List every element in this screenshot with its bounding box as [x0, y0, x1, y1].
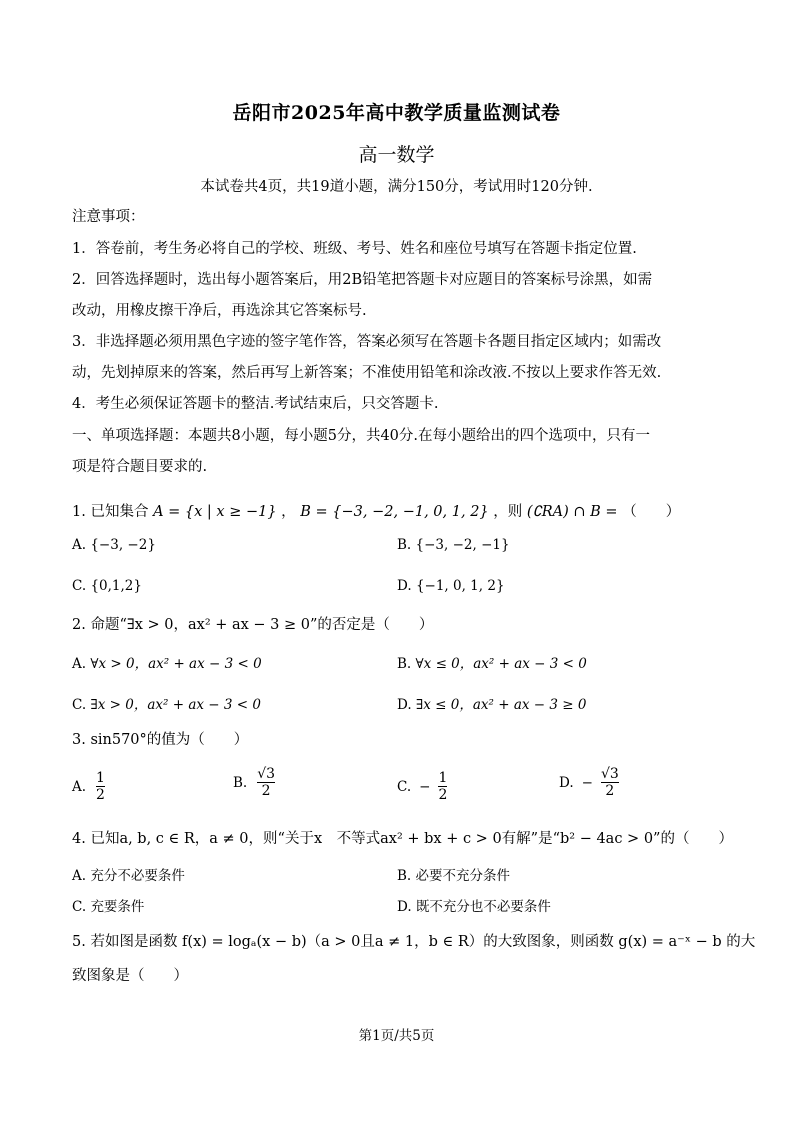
q1-then: ，则 [493, 504, 523, 520]
option-label: A. [72, 868, 87, 884]
minus-sign: − [581, 774, 593, 791]
q2-option-b [397, 652, 587, 672]
option-label: C. [72, 899, 87, 915]
denominator: 2 [438, 787, 448, 803]
note-line-4: 3．非选择题必须用黑色字迹的签字笔作答，答案必须写在答题卡各题目指定区域内；如需改 [72, 334, 662, 350]
q2-option-d [397, 693, 586, 713]
option-text: ∀x ≤ 0，ax² + ax − 3 < 0 [415, 656, 587, 672]
note-line-6: 4．考生必须保证答题卡的整洁.考试结束后，只交答题卡. [72, 396, 439, 412]
q4-option-a [72, 864, 185, 884]
question-5-stem-line-1: 5. 若如图是函数 f(x) = logₐ(x − b)（a > 0且a ≠ 1，b ∈ R）的大致图象，则函数 g(x) = a⁻ˣ − b 的大 [72, 934, 756, 950]
q4-option-d [397, 895, 551, 915]
option-text: {0,1,2} [90, 578, 142, 594]
q3-option-b [233, 766, 275, 799]
question-5-stem-line-2: 致图象是（ ） [72, 968, 188, 984]
option-text: 充分不必要条件 [90, 868, 185, 884]
fraction [257, 766, 275, 799]
numerator: 1 [96, 770, 105, 786]
minus-sign: − [419, 778, 431, 795]
option-label: B. [397, 868, 412, 884]
q1-expression: (∁RA) ∩ B = [526, 504, 618, 520]
option-label: C. [72, 697, 87, 713]
exam-title: 岳阳市2025年高中教学质量监测试卷 [232, 102, 561, 124]
option-label: D. [397, 697, 412, 713]
option-label: B. [397, 656, 412, 672]
option-label: D. [559, 774, 574, 791]
option-text: {−3, −2} [90, 537, 156, 553]
exam-subtitle: 高一数学 [358, 144, 435, 166]
option-label: A. [72, 656, 87, 672]
q4-option-c [72, 895, 144, 915]
denominator: 2 [96, 787, 105, 803]
q3-option-a [72, 770, 105, 803]
option-text: 必要不充分条件 [415, 868, 511, 884]
option-label: D. [397, 899, 412, 915]
option-label: A. [72, 778, 87, 795]
fraction [96, 770, 105, 803]
option-text: 既不充分也不必要条件 [415, 899, 551, 915]
question-1-stem [72, 500, 680, 524]
option-label: D. [397, 578, 412, 594]
option-text: ∃x ≤ 0，ax² + ax − 3 ≥ 0 [415, 697, 587, 713]
q1-set-a: A = {x | x ≥ −1} [153, 504, 277, 520]
denominator: 2 [605, 783, 615, 799]
q1-option-a [72, 537, 156, 553]
note-line-1: 1．答卷前，考生务必将自己的学校、班级、考号、姓名和座位号填写在答题卡指定位置. [72, 241, 637, 257]
exam-info: 本试卷共4页，共19道小题，满分150分，考试用时120分钟. [200, 179, 593, 195]
option-text: {−3, −2, −1} [415, 537, 510, 553]
q3-option-c [397, 770, 447, 803]
q1-option-b [397, 537, 510, 553]
option-label: B. [233, 774, 248, 791]
section-heading-line-1: 一、单项选择题：本题共8小题，每小题5分，共40分.在每小题给出的四个选项中，只有一 [72, 428, 651, 444]
option-text: ∀x > 0，ax² + ax − 3 < 0 [90, 656, 262, 672]
q1-comma: ， [281, 504, 296, 520]
numerator: √3 [257, 766, 276, 782]
fraction [601, 766, 619, 799]
q1-option-c [72, 578, 142, 594]
option-label: A. [72, 537, 87, 553]
option-text: {−1, 0, 1, 2} [415, 578, 505, 594]
option-label: C. [72, 578, 87, 594]
option-text: ∃x > 0，ax² + ax − 3 < 0 [90, 697, 261, 713]
fraction [438, 770, 447, 803]
q4-option-b [397, 864, 510, 884]
q1-option-d [397, 578, 505, 594]
option-label: C. [397, 778, 412, 795]
note-line-3: 改动，用橡皮擦干净后，再选涂其它答案标号. [72, 303, 367, 319]
q3-option-d [559, 766, 619, 799]
option-text: 充要条件 [90, 899, 145, 915]
question-4-stem: 4. 已知a, b, c ∈ R，a ≠ 0，则“关于x 不等式ax² + bx + c > 0有解”是“b² − 4ac > 0”的（ ） [72, 831, 733, 847]
denominator: 2 [261, 783, 271, 799]
q1-blank: （ ） [622, 504, 681, 520]
section-heading-line-2: 项是符合题目要求的. [72, 459, 208, 475]
q2-option-a [72, 652, 262, 672]
question-3-stem: 3. sin570°的值为（ ） [72, 732, 249, 748]
numerator: 1 [438, 770, 448, 786]
numerator: √3 [600, 766, 619, 782]
q1-set-b: B = {−3, −2, −1, 0, 1, 2} [300, 504, 489, 520]
option-label: B. [397, 537, 412, 553]
page-number: 第1页/共5页 [358, 1028, 435, 1044]
q2-option-c [72, 693, 261, 713]
question-2-stem: 2. 命题“∃x > 0，ax² + ax − 3 ≥ 0”的否定是（ ） [72, 617, 434, 633]
q1-prefix: 1. 已知集合 [72, 504, 149, 520]
note-line-2: 2．回答选择题时，选出每小题答案后，用2B铅笔把答题卡对应题目的答案标号涂黑，如需 [72, 272, 653, 288]
notes-heading: 注意事项： [72, 209, 145, 225]
note-line-5: 动，先划掉原来的答案，然后再写上新答案；不准使用铅笔和涂改液.不按以上要求作答无效. [72, 365, 662, 381]
